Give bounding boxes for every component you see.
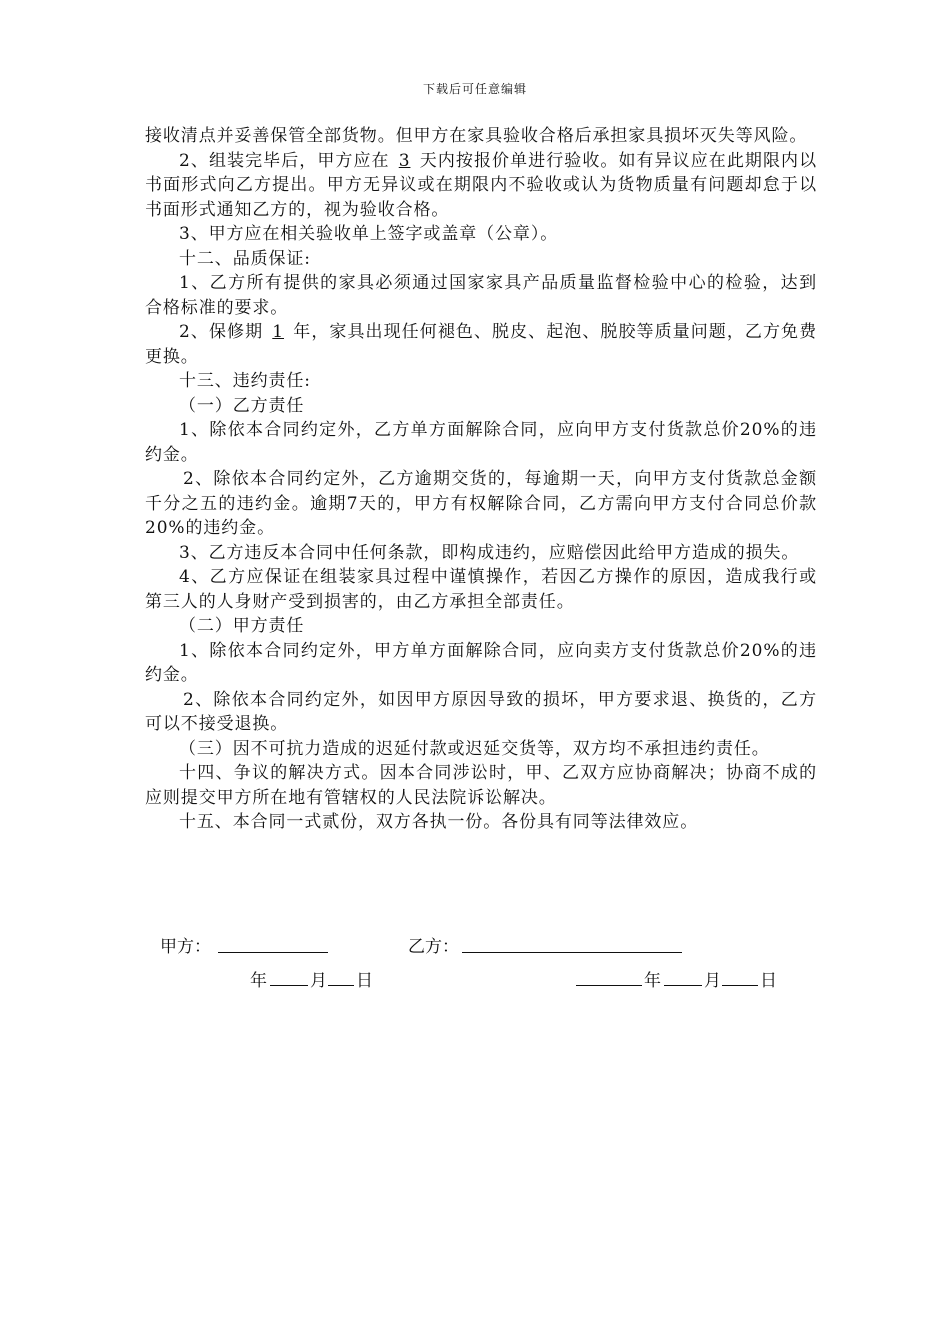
paragraph-a-damage: 2、除依本合同约定外，如因甲方原因导致的损坏，甲方要求退、换货的，乙方可以不接受退换。 bbox=[145, 689, 817, 734]
party-b-day-label: 日 bbox=[760, 971, 777, 991]
text-segment: 2、保修期 bbox=[179, 322, 264, 342]
days-blank: 3 bbox=[398, 150, 411, 171]
paragraph-sign-seal: 3、甲方应在相关验收单上签字或盖章（公章）。 bbox=[179, 224, 559, 244]
paragraph-a-termination: 1、除依本合同约定外，甲方单方面解除合同，应向卖方支付货款总价20%的违约金。 bbox=[145, 640, 817, 685]
party-b-month-blank bbox=[664, 985, 702, 986]
party-a-day-label: 日 bbox=[356, 971, 373, 991]
paragraph-dispute-resolution: 十四、争议的解决方式。因本合同涉讼时，甲、乙双方应协商解决；协商不成的应则提交甲方所在地有管辖权的人民法院诉讼解决。 bbox=[145, 763, 817, 808]
paragraph-quality-inspection: 1、乙方所有提供的家具必须通过国家家具产品质量监督检验中心的检验，达到合格标准的要求。 bbox=[145, 273, 817, 318]
text-segment: 2、组装完毕后，甲方应在 bbox=[179, 150, 390, 171]
party-a-day-blank bbox=[328, 985, 354, 986]
subsection-heading-party-b: （一）乙方责任 bbox=[179, 395, 305, 416]
signature-row bbox=[160, 932, 800, 958]
party-b-signature-line bbox=[462, 952, 682, 953]
paragraph-copies: 十五、本合同一式贰份，双方各执一份。各份具有同等法律效应。 bbox=[179, 812, 699, 832]
paragraph-warranty bbox=[145, 320, 817, 369]
party-a-month-blank bbox=[270, 985, 308, 986]
party-b-year-label: 年 bbox=[644, 971, 661, 991]
paragraph-acceptance-period bbox=[145, 149, 817, 223]
text-segment: 天内按报价单进行验收。如有异议应在此期限内以书面形式向乙方提出。甲方无异议或在期限内不验收或认为货物质量有问题却怠于以书面形式通知乙方的，视为验收合格。 bbox=[145, 150, 817, 220]
date-row bbox=[0, 966, 950, 992]
paragraph-force-majeure: （三）因不可抗力造成的迟延付款或迟延交货等，双方均不承担违约责任。 bbox=[179, 738, 770, 759]
paragraph-b-termination: 1、除依本合同约定外，乙方单方面解除合同，应向甲方支付货款总价20%的违约金。 bbox=[145, 420, 817, 465]
contract-body bbox=[145, 124, 817, 835]
party-b-year-blank bbox=[576, 985, 642, 986]
page-header: 下载后可任意编辑 bbox=[422, 82, 527, 96]
paragraph-delivery-continuation: 接收清点并妥善保管全部货物。但甲方在家具验收合格后承担家具损坏灭失等风险。 bbox=[145, 126, 808, 146]
party-b-month-label: 月 bbox=[704, 971, 721, 991]
paragraph-b-assembly: 4、乙方应保证在组装家具过程中谨慎操作，若因乙方操作的原因，造成我行或第三人的人身财产受到损害的，由乙方承担全部责任。 bbox=[145, 567, 817, 612]
paragraph-b-breach: 3、乙方违反本合同中任何条款，即构成违约，应赔偿因此给甲方造成的损失。 bbox=[179, 542, 800, 563]
party-a-year-label: 年 bbox=[250, 971, 267, 991]
subsection-heading-party-a: （二）甲方责任 bbox=[179, 616, 305, 636]
paragraph-b-late-delivery: 2、除依本合同约定外，乙方逾期交货的，每逾期一天，向甲方支付货款总金额千分之五的违约金。逾期7天的，甲方有权解除合同，乙方需向甲方支付合同总价款20%的违约金。 bbox=[145, 469, 817, 538]
party-a-month-label: 月 bbox=[310, 971, 327, 991]
section-heading-quality: 十二、品质保证: bbox=[179, 248, 311, 269]
party-a-label: 甲方： bbox=[160, 937, 211, 957]
section-heading-liability: 十三、违约责任: bbox=[179, 371, 311, 391]
party-a-signature-line bbox=[218, 952, 328, 953]
text-segment: 年，家具出现任何褪色、脱皮、起泡、脱胶等质量问题，乙方免费更换。 bbox=[145, 322, 817, 367]
party-b-label: 乙方： bbox=[408, 937, 459, 957]
party-b-day-blank bbox=[722, 985, 758, 986]
years-blank: 1 bbox=[272, 322, 284, 342]
